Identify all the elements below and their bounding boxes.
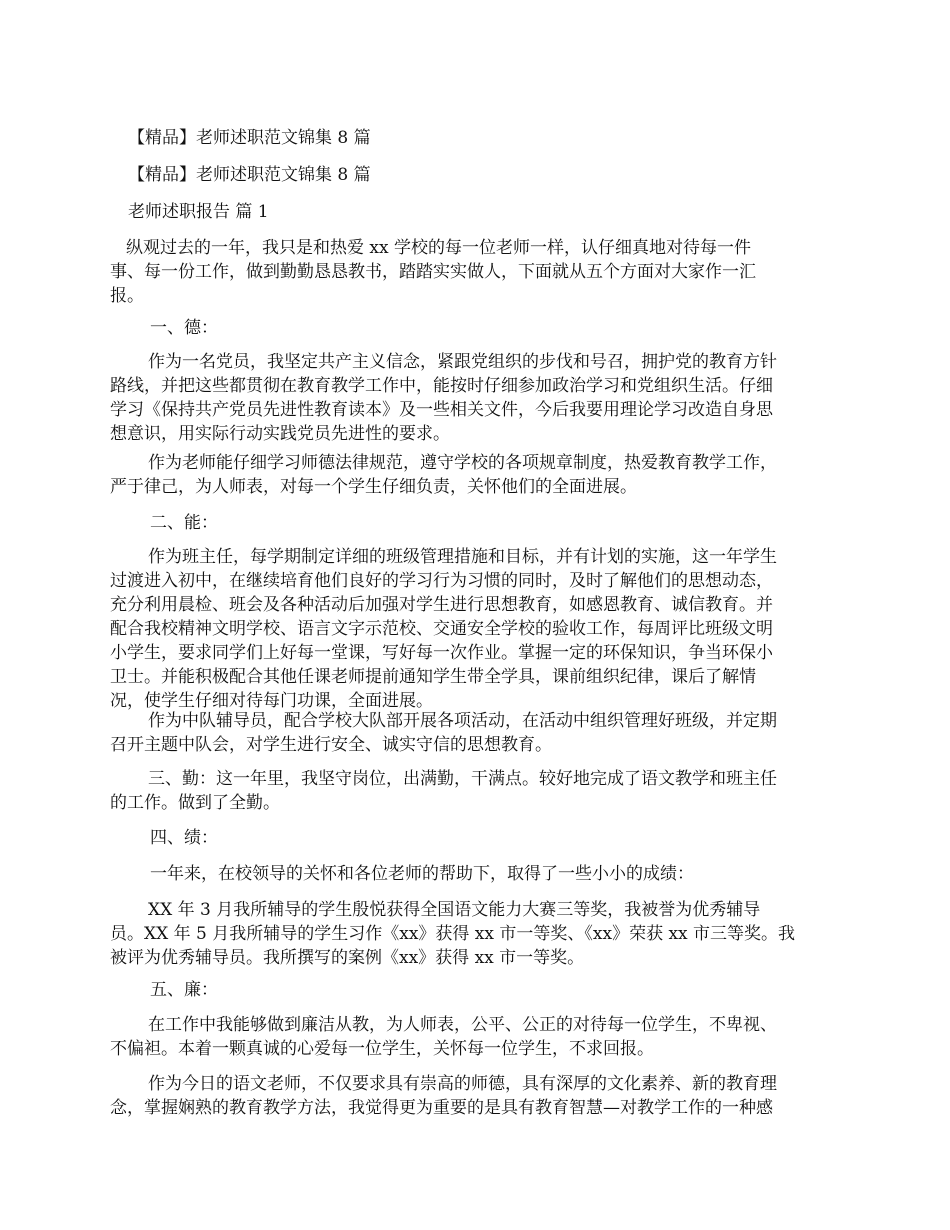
- paragraph-line: 被评为优秀辅导员。我所撰写的案例《xx》获得 xx 市一等奖。: [110, 948, 585, 968]
- heading-neng: 二、能：: [150, 513, 218, 533]
- heading-de: 一、德：: [150, 318, 218, 338]
- intro-line: 报。: [110, 286, 144, 306]
- paragraph-line: 学习《保持共产党员先进性教育读本》及一些相关文件，今后我要用理论学习改造自身思: [110, 400, 773, 420]
- intro-line: 事、每一份工作，做到勤勤恳恳教书，踏踏实实做人，下面就从五个方面对大家作一汇: [110, 262, 756, 282]
- paragraph-line: 过渡进入初中，在继续培育他们良好的学习行为习惯的同时，及时了解他们的思想动态，: [110, 571, 773, 591]
- paragraph-line: 三、勤：这一年里，我坚守岗位，出满勤，干满点。较好地完成了语文教学和班主任: [148, 769, 777, 789]
- document-title: 【精品】老师述职范文锦集 8 篇: [128, 128, 371, 148]
- paragraph-line: 卫士。并能积极配合其他任课老师提前通知学生带全学具，课前组织纪律，课后了解情: [110, 667, 756, 687]
- paragraph-line: 作为老师能仔细学习师德法律规范，遵守学校的各项规章制度，热爱教育教学工作，: [148, 453, 777, 473]
- intro-line: 纵观过去的一年，我只是和热爱 xx 学校的每一位老师一样，认仔细真地对待每一件: [126, 238, 751, 258]
- paragraph-neng-1: [110, 545, 845, 713]
- paragraph-line: 严于律己，为人师表，对每一个学生仔细负责，关怀他们的全面进展。: [110, 477, 637, 497]
- paragraph-line: 的工作。做到了全勤。: [110, 793, 280, 813]
- paragraph-de-1: [110, 350, 845, 446]
- paragraph-neng-2: [110, 709, 845, 757]
- paragraph-line: 小学生，要求同学们上好每一堂课，写好每一次作业。掌握一定的环保知识，争当环保小: [110, 643, 773, 663]
- paragraph-qin: [110, 767, 845, 815]
- paragraph-de-2: [110, 451, 845, 499]
- paragraph-lian-2: [110, 1072, 845, 1120]
- paragraph-line: 作为一名党员，我坚定共产主义信念，紧跟党组织的步伐和号召，拥护党的教育方针: [148, 352, 777, 372]
- paragraph-line: 不偏袒。本着一颗真诚的心爱每一位学生，关怀每一位学生，不求回报。: [110, 1039, 654, 1059]
- paragraph-line: 况，使学生仔细对待每门功课，全面进展。: [110, 691, 433, 711]
- paragraph-line: XX 年 3 月我所辅导的学生殷悦获得全国语文能力大赛三等奖，我被誉为优秀辅导: [148, 900, 761, 920]
- paragraph-line: 召开主题中队会，对学生进行安全、诚实守信的思想教育。: [110, 735, 552, 755]
- paragraph-line: 想意识，用实际行动实践党员先进性的要求。: [110, 424, 450, 444]
- document-title-repeat: 【精品】老师述职范文锦集 8 篇: [128, 165, 371, 185]
- paragraph-lian-1: [110, 1013, 845, 1061]
- paragraph-line: 路线，并把这些都贯彻在教育教学工作中，能按时仔细参加政治学习和党组织生活。仔细: [110, 376, 773, 396]
- paragraph-line: 在工作中我能够做到廉洁从教，为人师表，公平、公正的对待每一位学生，不卑视、: [148, 1015, 777, 1035]
- heading-lian: 五、廉：: [150, 980, 218, 1000]
- paragraph-line: 作为中队辅导员，配合学校大队部开展各项活动，在活动中组织管理好班级，并定期: [148, 711, 777, 731]
- section-title: 老师述职报告 篇 1: [128, 202, 269, 222]
- paragraph-line: 充分利用晨检、班会及各种活动后加强对学生进行思想教育，如感恩教育、诚信教育。并: [110, 595, 773, 615]
- paragraph-line: 念，掌握娴熟的教育教学方法，我觉得更为重要的是具有教育智慧—对教学工作的一种感: [110, 1098, 773, 1118]
- paragraph-ji-1: 一年来，在校领导的关怀和各位老师的帮助下，取得了一些小小的成绩：: [150, 864, 694, 884]
- paragraph-ji-2: [110, 898, 845, 970]
- heading-ji: 四、绩：: [150, 828, 218, 848]
- paragraph-line: 作为今日的语文老师，不仅要求具有崇高的师德，具有深厚的文化素养、新的教育理: [148, 1074, 777, 1094]
- paragraph-line: 作为班主任，每学期制定详细的班级管理措施和目标，并有计划的实施，这一年学生: [148, 547, 777, 567]
- paragraph-line: 员。XX 年 5 月我所辅导的学生习作《xx》获得 xx 市一等奖、《xx》荣获 xx 市三等奖。我: [110, 924, 796, 944]
- intro-paragraph: [110, 236, 845, 308]
- paragraph-line: 配合我校精神文明学校、语言文字示范校、交通安全学校的验收工作，每周评比班级文明: [110, 619, 773, 639]
